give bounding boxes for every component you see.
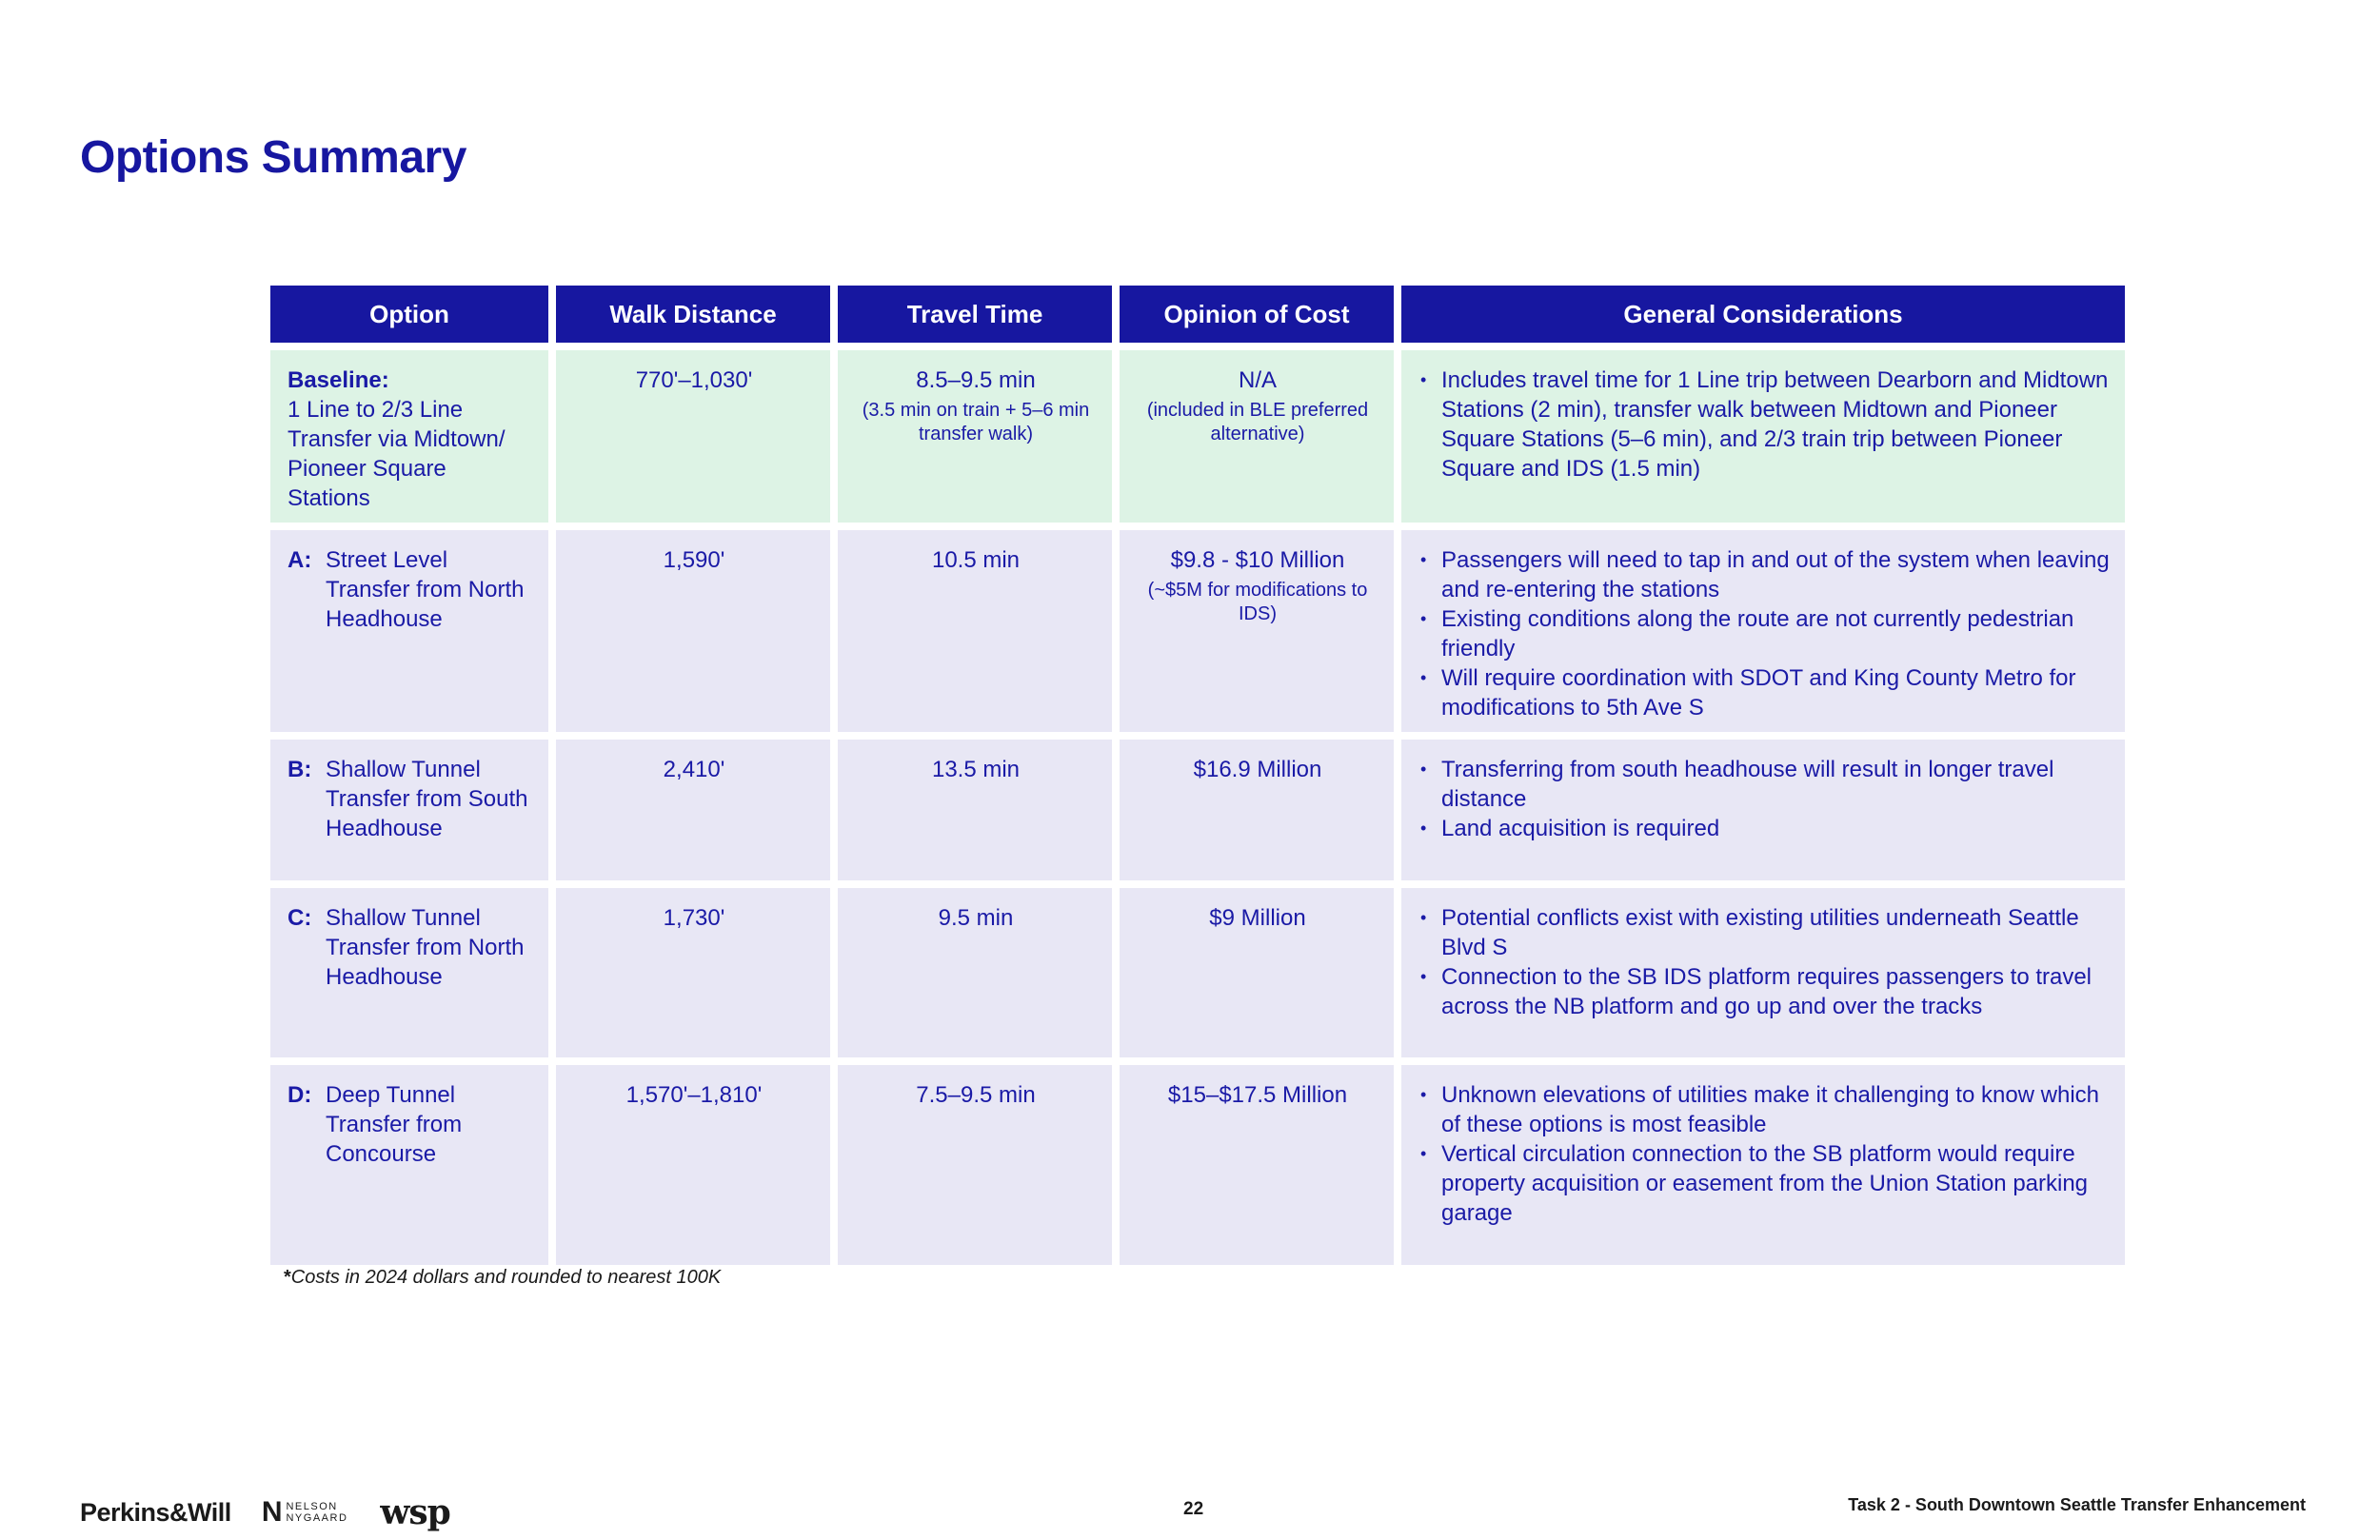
nelson-word: NELSON [286,1501,338,1512]
nelson-nygaard-wordmark [286,1501,347,1524]
option-d-considerations-cell [1401,1065,2125,1265]
baseline-considerations-cell [1401,350,2125,523]
table-row-option-d [270,1065,2125,1265]
option-d-cell [270,1065,548,1265]
consideration-item: • Will require coordination with SDOT and King County Metro for modifications to 5th Ave S [1418,663,2110,722]
cost-footnote [284,1267,721,1289]
option-a-considerations-cell [1401,530,2125,732]
option-a-letter: A: [288,547,312,573]
option-a-travel-time: 10.5 min [838,530,1112,732]
option-b-walk-distance: 2,410' [556,740,830,880]
baseline-travel-time: 8.5–9.5 min [916,367,1036,393]
header-walk-distance: Walk Distance [556,286,830,343]
option-d-cost: $15–$17.5 Million [1120,1065,1394,1265]
table-header-row [270,286,2125,343]
table-row-baseline [270,350,2125,523]
consideration-item: • Connection to the SB IDS platform requires passengers to travel across the NB platform and go up and over the tracks [1418,962,2110,1021]
option-d-travel-time: 7.5–9.5 min [838,1065,1112,1265]
option-b-cost: $16.9 Million [1120,740,1394,880]
nygaard-word: NYGAARD [286,1512,348,1524]
consideration-item: • Includes travel time for 1 Line trip between Dearborn and Midtown Stations (2 min), transfer walk between Midtown and Pioneer Square Stations (5–6 min), and 2/3 train trip between Pioneer Square and IDS (1.5 min) [1418,365,2110,484]
baseline-heading: Baseline: [288,367,389,393]
baseline-cost-note: (included in BLE preferred alternative) [1146,400,1369,444]
baseline-cost: N/A [1238,367,1277,393]
option-b-travel-time: 13.5 min [838,740,1112,880]
footer-task-label: Task 2 - South Downtown Seattle Transfer Enhancement [1848,1495,2306,1514]
option-c-cost: $9 Million [1120,888,1394,1057]
table-row-option-a [270,530,2125,732]
consideration-item: • Transferring from south headhouse will result in longer travel distance [1418,755,2110,814]
consideration-item: • Vertical circulation connection to the SB platform would require property acquisition or easement from the Union Station parking garage [1418,1139,2110,1228]
option-d-walk-distance: 1,570'–1,810' [556,1065,830,1265]
option-d-considerations-list [1418,1080,2110,1228]
option-c-travel-time: 9.5 min [838,888,1112,1057]
baseline-description: 1 Line to 2/3 Line Transfer via Midtown/ Pioneer Square Stations [288,397,506,511]
page-title: Options Summary [80,132,466,183]
option-a-cell [270,530,548,732]
footer-logos [80,1492,450,1532]
baseline-walk-distance: 770'–1,030' [556,350,830,523]
option-a-walk-distance: 1,590' [556,530,830,732]
option-c-cell [270,888,548,1057]
option-b-letter: B: [288,757,312,782]
header-travel-time: Travel Time [838,286,1112,343]
page-number: 22 [1183,1499,1204,1519]
baseline-cost-cell [1120,350,1394,523]
option-a-considerations-list [1418,545,2110,722]
wsp-logo: wsp [380,1492,450,1532]
option-a-name: Street Level Transfer from North Headhouse [326,547,525,632]
option-a-cost-note: (~$5M for modifications to IDS) [1147,580,1368,624]
consideration-item: • Passengers will need to tap in and out of the system when leaving and re-entering the stations [1418,545,2110,604]
consideration-item: • Potential conflicts exist with existing utilities underneath Seattle Blvd S [1418,903,2110,962]
option-b-considerations-cell [1401,740,2125,880]
option-c-considerations-list [1418,903,2110,1021]
option-b-considerations-list [1418,755,2110,843]
footnote-text: Costs in 2024 dollars and rounded to nearest 100K [290,1267,722,1288]
option-d-name: Deep Tunnel Transfer from Concourse [326,1082,463,1167]
nelson-nygaard-mark: N [261,1496,283,1528]
option-a-cost-cell [1120,530,1394,732]
baseline-option-cell [270,350,548,523]
option-c-letter: C: [288,905,312,931]
option-c-name: Shallow Tunnel Transfer from North Headhouse [326,905,525,990]
option-c-considerations-cell [1401,888,2125,1057]
baseline-travel-time-cell [838,350,1112,523]
consideration-item: • Existing conditions along the route are not currently pedestrian friendly [1418,604,2110,663]
footnote-asterisk: * [284,1267,291,1288]
option-c-walk-distance: 1,730' [556,888,830,1057]
option-a-cost: $9.8 - $10 Million [1170,547,1345,573]
option-b-cell [270,740,548,880]
baseline-travel-time-note: (3.5 min on train + 5–6 min transfer walk) [862,400,1090,444]
header-opinion-of-cost: Opinion of Cost [1120,286,1394,343]
option-d-letter: D: [288,1082,312,1108]
table-row-option-c [270,888,2125,1057]
consideration-item: • Land acquisition is required [1418,814,2110,843]
baseline-considerations-list [1418,365,2110,484]
header-option: Option [270,286,548,343]
header-general-considerations: General Considerations [1401,286,2125,343]
consideration-item: • Unknown elevations of utilities make it challenging to know which of these options is most feasible [1418,1080,2110,1139]
table-row-option-b [270,740,2125,880]
options-summary-table [263,278,2132,1273]
option-b-name: Shallow Tunnel Transfer from South Headhouse [326,757,528,841]
nelson-nygaard-logo [262,1498,348,1527]
perkins-will-logo: Perkins&Will [80,1497,231,1527]
